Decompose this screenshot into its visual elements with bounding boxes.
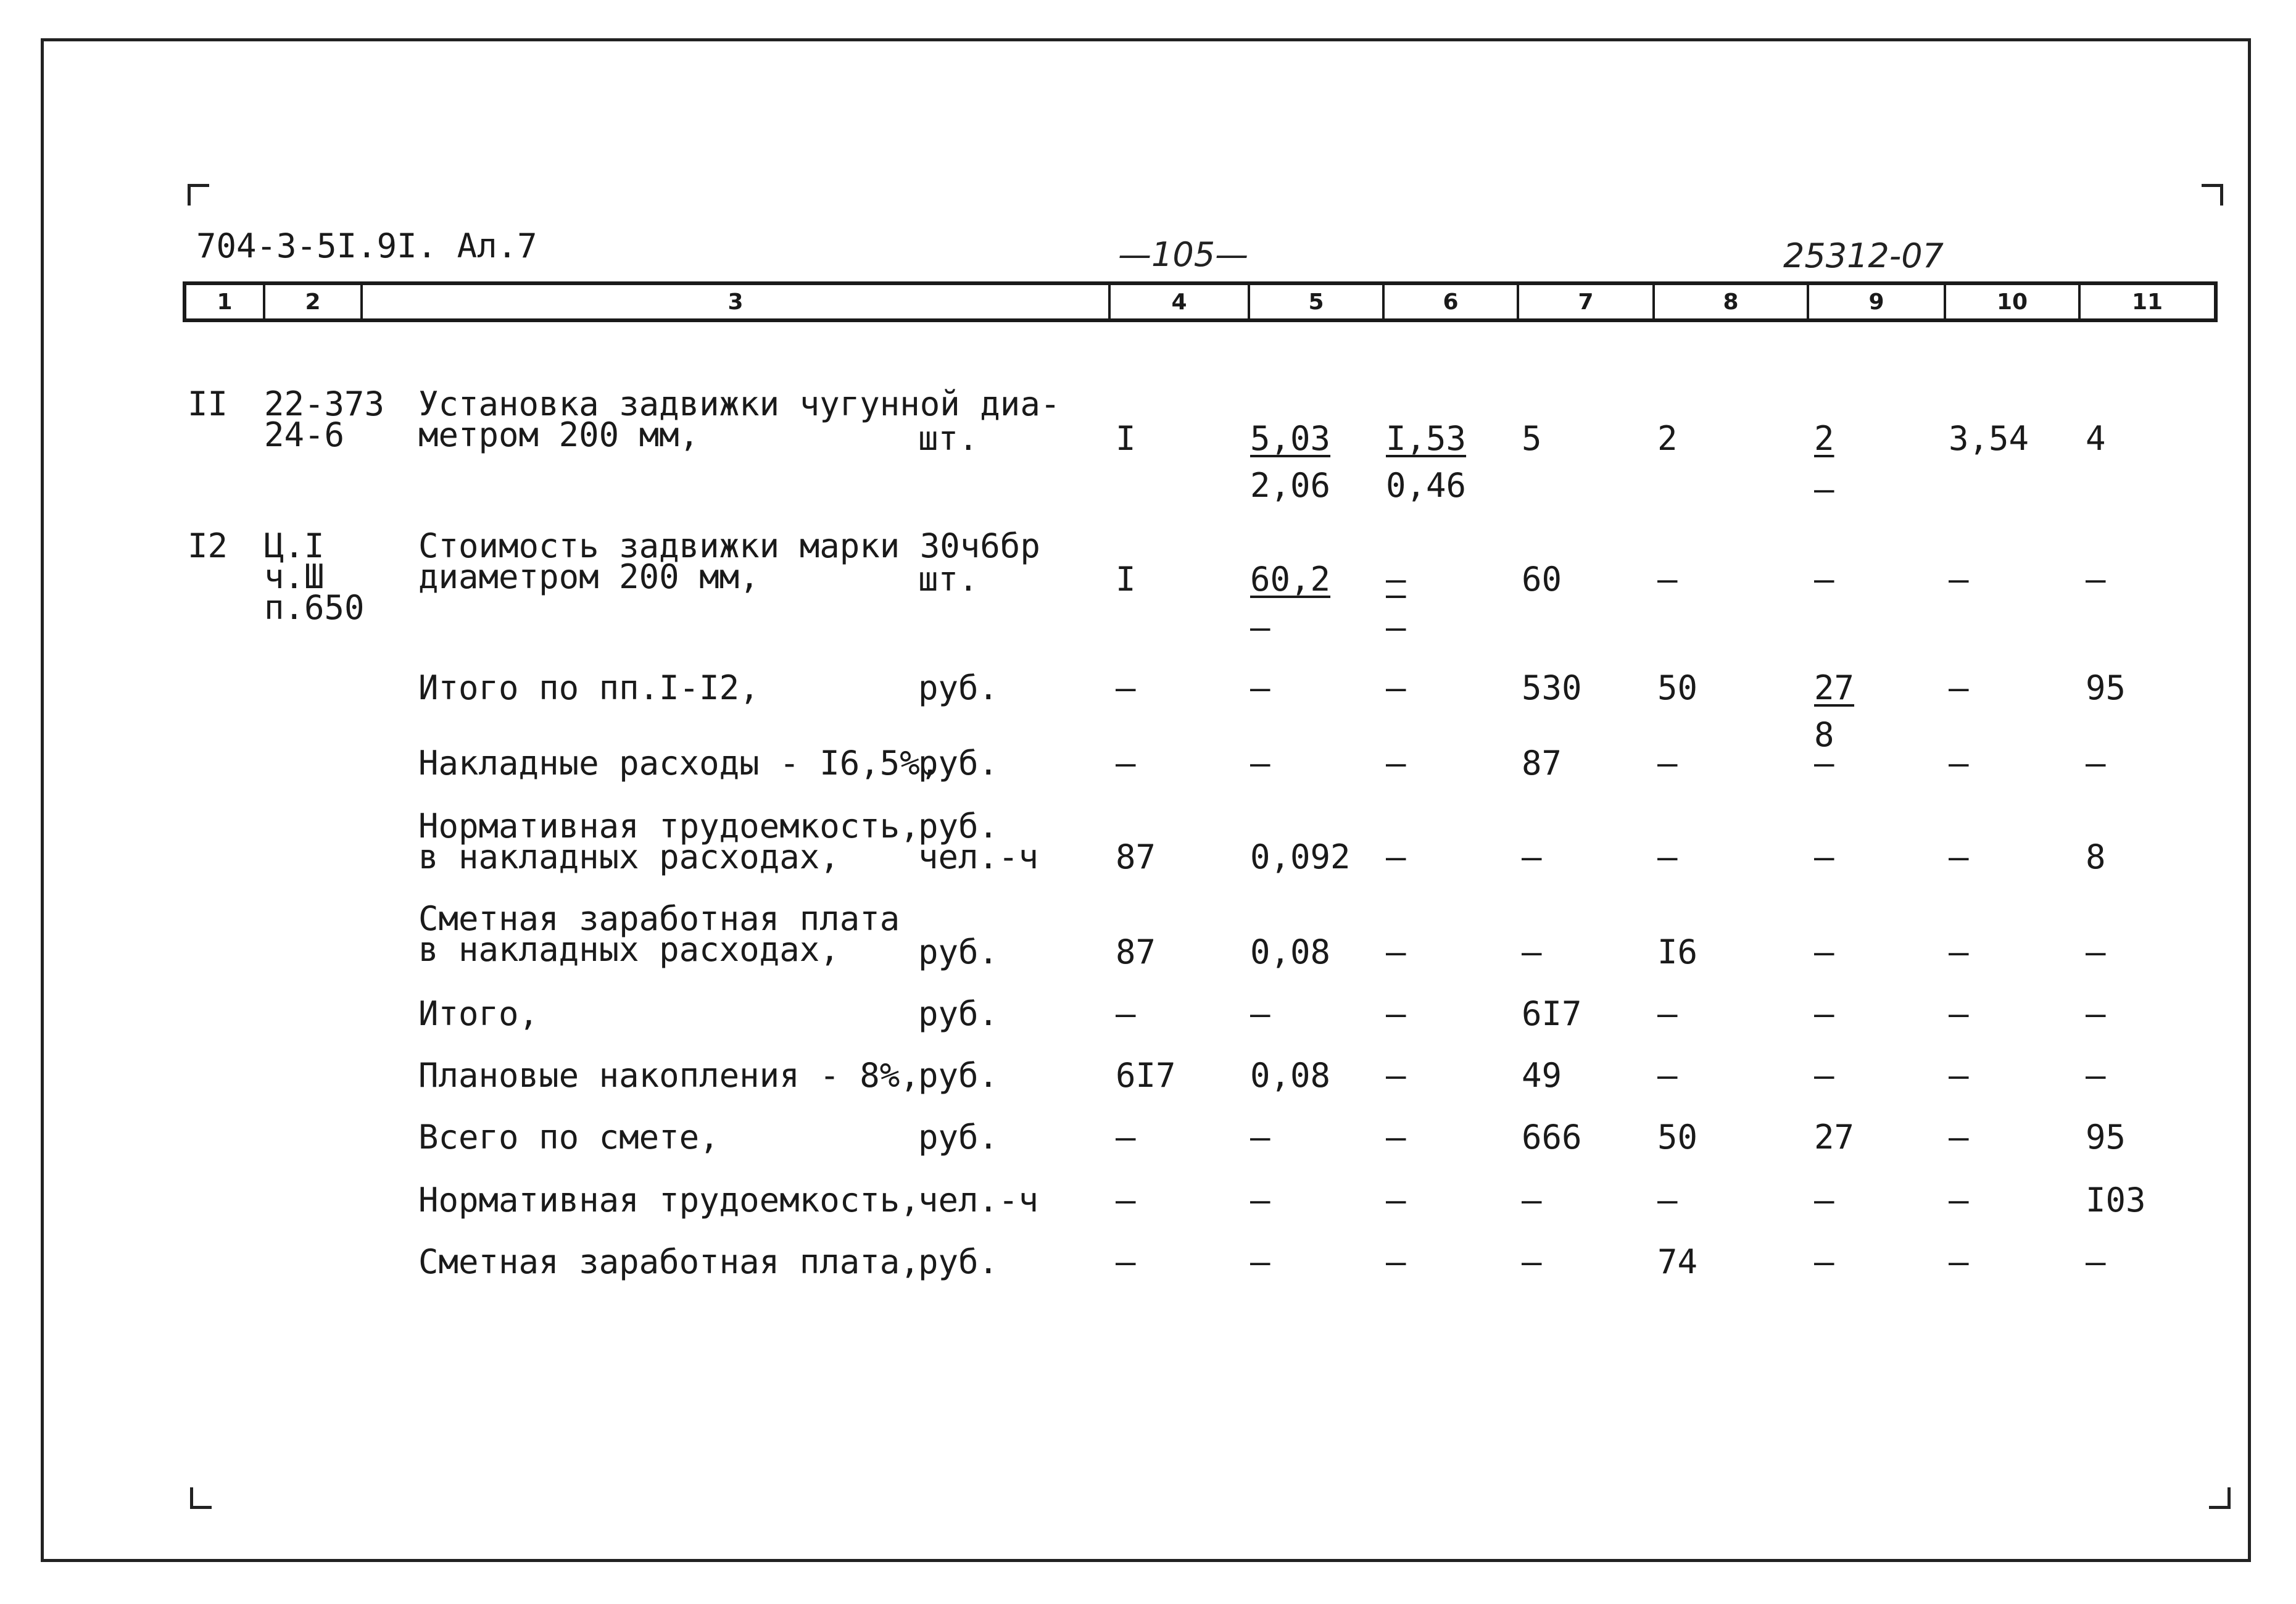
column-header-10: 10: [1946, 285, 2081, 318]
unit: чел.-ч: [918, 1181, 1039, 1220]
cell-c5: 0,08: [1250, 933, 1331, 971]
cell-c4: I: [1116, 419, 1136, 458]
cell-c7: 6I7: [1522, 994, 1582, 1033]
cell-c4: 6I7: [1116, 1056, 1176, 1095]
cell-c10: –: [1949, 744, 1969, 783]
cell-c7: –: [1522, 1242, 1542, 1281]
cell-c6: –: [1386, 1056, 1406, 1095]
cell-c9: 8: [1814, 715, 1834, 754]
cell-c5: –: [1250, 668, 1270, 707]
cell-c7: –: [1522, 1181, 1542, 1220]
cell-c6: 0,46: [1386, 466, 1467, 505]
cell-c9: –: [1814, 837, 1834, 876]
cell-c11: 95: [2086, 1118, 2126, 1157]
cell-c11: 95: [2086, 668, 2126, 707]
cell-c9: 27: [1814, 668, 1855, 707]
cell-c6: –: [1386, 1181, 1406, 1220]
cell-c4: 87: [1116, 837, 1156, 876]
column-header-5: 5: [1250, 285, 1385, 318]
cell-c9: –: [1814, 994, 1834, 1033]
item-name: метром 200 мм,: [418, 415, 700, 454]
corner-mark-bottom-right: [2209, 1487, 2231, 1509]
cell-c10: –: [1949, 1056, 1969, 1095]
cell-c4: –: [1116, 744, 1136, 783]
cell-c8: –: [1657, 1181, 1678, 1220]
cell-c8: –: [1657, 1056, 1678, 1095]
summary-label: в накладных расходах,: [418, 930, 840, 969]
cell-c5: 5,03: [1250, 419, 1331, 458]
cell-c11: –: [2086, 1056, 2106, 1095]
cell-c4: 87: [1116, 933, 1156, 971]
cell-c5: 0,08: [1250, 1056, 1331, 1095]
cell-c8: –: [1657, 560, 1678, 599]
cell-c9: –: [1814, 1242, 1834, 1281]
cell-c11: –: [2086, 1242, 2106, 1281]
column-header-9: 9: [1809, 285, 1946, 318]
cell-c7: 60: [1522, 560, 1562, 599]
cell-c9: –: [1814, 470, 1834, 509]
cell-c10: –: [1949, 1118, 1969, 1157]
cell-c6: –: [1386, 994, 1406, 1033]
cell-c5: 0,092: [1250, 837, 1351, 876]
cell-c4: –: [1116, 1181, 1136, 1220]
cell-c8: I6: [1657, 933, 1698, 971]
cell-c10: –: [1949, 1242, 1969, 1281]
cell-c9: 27: [1814, 1118, 1855, 1157]
page-number: —105—: [1118, 235, 1249, 274]
cell-c7: 49: [1522, 1056, 1562, 1095]
cell-c10: –: [1949, 933, 1969, 971]
cell-c4: –: [1116, 1242, 1136, 1281]
item-name: Установка задвижки чугунной диа-: [418, 384, 1061, 423]
cell-c8: 74: [1657, 1242, 1698, 1281]
summary-label: Итого по пп.I-I2,: [418, 668, 760, 707]
archive-number: 25312-07: [1783, 236, 1944, 275]
cell-c6: –: [1386, 560, 1406, 599]
price-source: п.650: [264, 588, 365, 627]
summary-label: Нормативная трудоемкость,: [418, 807, 920, 846]
unit: руб.: [918, 994, 999, 1033]
summary-label: Нормативная трудоемкость,: [418, 1181, 920, 1220]
cell-c8: 50: [1657, 1118, 1698, 1157]
cell-c10: –: [1949, 994, 1969, 1033]
cell-c9: –: [1814, 744, 1834, 783]
cell-c7: –: [1522, 837, 1542, 876]
unit: руб.: [918, 1056, 999, 1095]
cell-c6: –: [1386, 668, 1406, 707]
cell-c5: 60,2: [1250, 560, 1331, 599]
unit: чел.-ч: [918, 837, 1039, 876]
cell-c10: 3,54: [1949, 419, 2029, 458]
cell-c8: 2: [1657, 419, 1678, 458]
cell-c10: –: [1949, 1181, 1969, 1220]
cell-c10: –: [1949, 837, 1969, 876]
cell-c8: –: [1657, 837, 1678, 876]
unit: руб.: [918, 1242, 999, 1281]
item-name: диаметром 200 мм,: [418, 557, 760, 596]
corner-mark-bottom-left: [190, 1487, 212, 1509]
unit: руб.: [918, 807, 999, 846]
cell-c4: –: [1116, 668, 1136, 707]
summary-label: в накладных расходах,: [418, 837, 840, 876]
document-code: 704-3-5I.9I. Ал.7: [196, 226, 537, 265]
corner-mark-top-right: [2202, 184, 2223, 206]
cell-c6: –: [1386, 933, 1406, 971]
column-header-11: 11: [2131, 289, 2163, 315]
cell-c6: –: [1386, 608, 1406, 647]
cell-c5: –: [1250, 1242, 1270, 1281]
item-name: Стоимость задвижки марки 30ч6бр: [418, 526, 1040, 565]
cell-c11: 4: [2086, 419, 2106, 458]
summary-label: Итого,: [418, 994, 539, 1033]
cell-c11: –: [2086, 744, 2106, 783]
cell-c4: –: [1116, 994, 1136, 1033]
unit: руб.: [918, 668, 999, 707]
cell-c4: I: [1116, 560, 1136, 599]
cell-c9: –: [1814, 1181, 1834, 1220]
norm-code: 22-373: [264, 384, 385, 423]
column-header-2: 2: [265, 285, 363, 318]
cell-c5: 2,06: [1250, 466, 1331, 505]
corner-mark-top-left: [188, 184, 209, 206]
cell-c11: –: [2086, 933, 2106, 971]
cell-c11: 8: [2086, 837, 2106, 876]
norm-code: 24-6: [264, 415, 345, 454]
cell-c9: –: [1814, 1056, 1834, 1095]
column-header-7: 7: [1519, 285, 1655, 318]
summary-label: Накладные расходы - I6,5%,: [418, 744, 940, 783]
cell-c10: –: [1949, 668, 1969, 707]
summary-label: Сметная заработная плата: [418, 899, 900, 938]
cell-c5: –: [1250, 1181, 1270, 1220]
cell-c7: 530: [1522, 668, 1582, 707]
cell-c8: –: [1657, 744, 1678, 783]
cell-c8: 50: [1657, 668, 1698, 707]
summary-label: Сметная заработная плата,: [418, 1242, 920, 1281]
cell-c5: –: [1250, 1118, 1270, 1157]
price-source: Ц.I: [264, 526, 325, 565]
cell-c9: –: [1814, 560, 1834, 599]
cell-c6: –: [1386, 1242, 1406, 1281]
cell-c11: I03: [2086, 1181, 2146, 1220]
cell-c6: –: [1386, 837, 1406, 876]
cell-c8: –: [1657, 994, 1678, 1033]
cell-c11: –: [2086, 560, 2106, 599]
cell-c7: 5: [1522, 419, 1542, 458]
column-header-6: 6: [1385, 285, 1519, 318]
unit: руб.: [918, 744, 999, 783]
cell-c9: –: [1814, 933, 1834, 971]
column-header-1: 1: [186, 285, 265, 318]
unit: руб.: [918, 933, 999, 971]
unit: шт.: [918, 560, 979, 599]
cell-c6: I,53: [1386, 419, 1467, 458]
cell-c11: –: [2086, 994, 2106, 1033]
cell-c6: –: [1386, 1118, 1406, 1157]
unit: шт.: [918, 419, 979, 458]
unit: руб.: [918, 1118, 999, 1157]
cell-c5: –: [1250, 608, 1270, 647]
column-header-8: 8: [1655, 285, 1809, 318]
summary-label: Всего по смете,: [418, 1118, 719, 1157]
cell-c7: 666: [1522, 1118, 1582, 1157]
cell-c10: –: [1949, 560, 1969, 599]
column-header-row: [183, 281, 2218, 322]
cell-c5: –: [1250, 744, 1270, 783]
row-number: II: [188, 384, 228, 423]
cell-c6: –: [1386, 744, 1406, 783]
cell-c7: –: [1522, 933, 1542, 971]
price-source: ч.Ш: [264, 557, 325, 596]
cell-c9: 2: [1814, 419, 1834, 458]
column-header-3: 3: [363, 285, 1111, 318]
cell-c7: 87: [1522, 744, 1562, 783]
cell-c5: –: [1250, 994, 1270, 1033]
summary-label: Плановые накопления - 8%,: [418, 1056, 920, 1095]
cell-c4: –: [1116, 1118, 1136, 1157]
row-number: I2: [188, 526, 228, 565]
column-header-4: 4: [1111, 285, 1250, 318]
